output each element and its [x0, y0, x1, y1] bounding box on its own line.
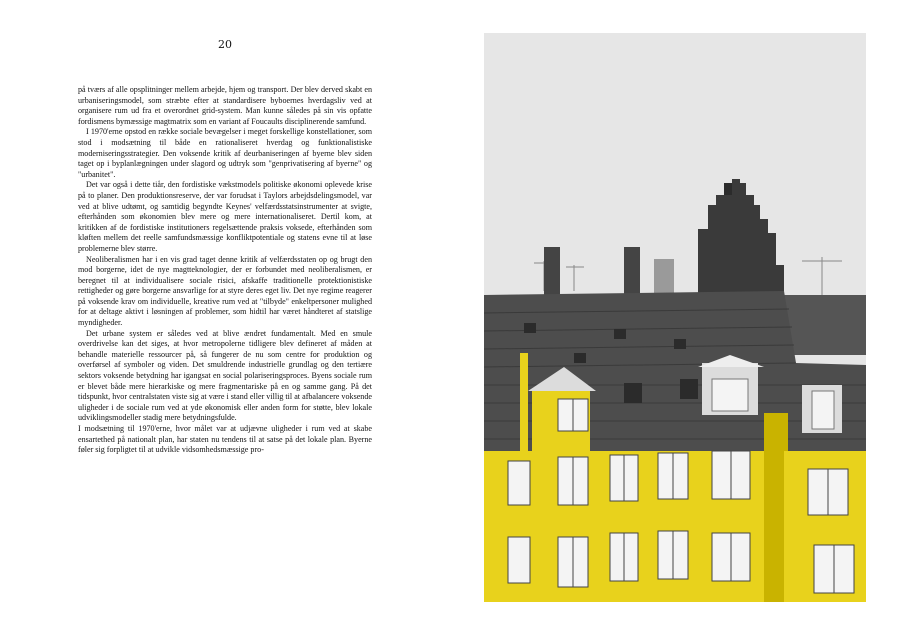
body-text — [78, 85, 372, 456]
building-photo — [484, 33, 866, 602]
paragraph-2: I 1970'erne opstod en række sociale bevægelser i meget forskellige konstellationer, som stod i modsætning til både en rationaliseret hverdag og funktionalistiske moderniseringsstrategier. Den voksende kritik af deurbaniseringen af byerne blev siden taget op i byplanlægningen under slagord og udtryk som "genprivatisering af byerne" og "urbanitet". — [78, 127, 372, 179]
paragraph-6: I modsætning til 1970'erne, hvor målet var at udjævne uligheder i rum ved at skabe ensartethed på nationalt plan, har staten nu tendens til at satse på det lokale plan. Byerne føler sig forpligtet til at udvikle vidsomhedsmæssige pro- — [78, 424, 372, 455]
paragraph-4: Neoliberalismen har i en vis grad taget denne kritik af velfærdsstaten op og brugt den mod borgerne, idet de nye magtteknologier, der er forbundet med neoliberalismen, er beregnet til at individualisere sociale risici, afskaffe traditionelle protektionistiske rettigheder og gøre borgerne ansvarlige for at styre deres eget liv. Det nye regime reagerer på voksende krav om individuelle, kreative rum ved at "tilbyde" enkeltpersoner mulighed for at deltage aktivt i løsningen af problemer, som hidtil har været håndteret af statslige myndigheder. — [78, 254, 372, 328]
paragraph-1: på tværs af alle opsplitninger mellem arbejde, hjem og transport. Der blev derved skabt en urbaniseringsmodel, som stræbte efter at standardisere byboernes hverdagsliv ved at organisere rum ud fra et overordnet grid-system. Man kunne således på sin vis opfatte fordismens bymæssige magtmatrix som en variant af Foucaults disciplinerende samfund. — [78, 85, 372, 126]
page-number: 20 — [218, 38, 232, 51]
paragraph-3: Det var også i dette tiår, den fordistiske vækstmodels politiske økonomi oplevede krise på to planer. Den produktionsreserve, der var forudsat i Taylors arbejdsdelingsmodel, var ved at blive udtømt, og samtidig begyndte Keynes' velfærdsstatsinstrumenter at svigte, efterhånden som økonomien blev mere og mere internationaliseret. Dertil kom, at kritikken af de fordistiske institutioners regelsættende praksis voksede, efterhånden som kløften mellem det reelle samfundsmæssige konfliktpotentiale og statens evne til at løse problemerne blev større. — [78, 180, 372, 253]
paragraph-5: Det urbane system er således ved at blive ændret fundamentalt. Med en smule overdrivelse kan det siges, at hvor metropolerne tidligere blev defineret af måden at behandle materielle ressourcer på, så fungerer de nu som centre for produktion og overførsel af symboler og viden. Det smuldrende industrielle grundlag og den tertiære sektors voksende betydning har igangsat en social polariseringsproces. Byens sociale rum er blevet både mere hierarkiske og mere fragmentariske på en og samme gang. På det tidspunkt, hvor centralstaten viste sig at være i stand eller villig til at afbalancere voksende uligheder i de sociale rum ved at yde økonomisk eller anden form for støtte, blev lokale udviklingsmodeller stadig mere betydningsfulde. — [78, 328, 372, 423]
building-illustration — [484, 33, 866, 602]
